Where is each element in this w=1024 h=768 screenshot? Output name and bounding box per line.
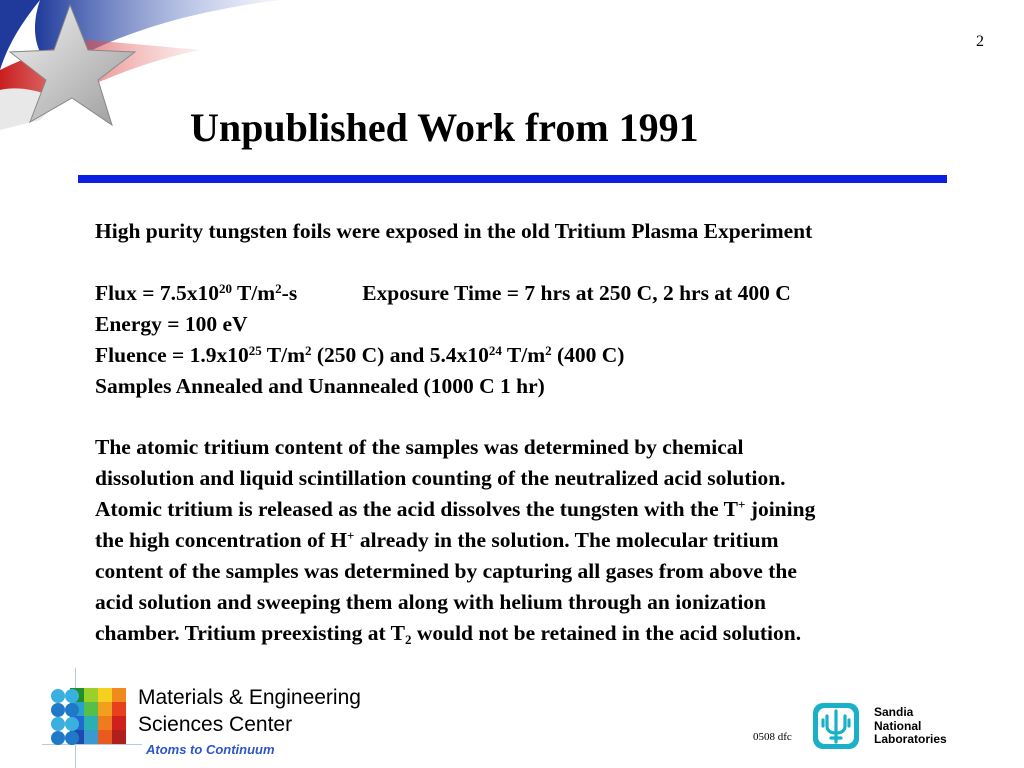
mesc-name-line1: Materials & Engineering <box>138 686 361 709</box>
sandia-word: National <box>874 718 922 733</box>
method-line: the high concentration of H+ already in the solution. The molecular tritium <box>95 528 779 552</box>
method-line: Atomic tritium is released as the acid dissolves the tungsten with the T+ joining <box>95 497 816 521</box>
intro-paragraph: High purity tungsten foils were exposed in the old Tritium Plasma Experiment <box>95 219 813 243</box>
method-line: acid solution and sweeping them along with helium through an ionization <box>95 590 767 614</box>
sandia-word: Laboratories <box>874 732 947 746</box>
experiment-parameters <box>95 278 791 402</box>
method-line: chamber. Tritium preexisting at $T_2$ would not be retained in the acid solution. <box>95 621 802 647</box>
method-paragraph <box>95 432 815 649</box>
thunderbird-logo-icon <box>812 702 860 750</box>
title-divider <box>78 175 947 183</box>
mesc-name-line2: Sciences Center <box>138 713 293 736</box>
method-line: dissolution and liquid scintillation counting of the neutralized acid solution. <box>95 466 786 490</box>
slide-title: Unpublished Work from 1991 <box>190 105 699 150</box>
fluence-line: Fluence = $1.9x10^{25}$ $T/m^2$ (250 C) and $5.4x10^{24}$ $T/m^2$ (400 C) <box>95 343 625 367</box>
flux-line: Flux = $7.5x10^{20}$ $T/m^2-s$ Exposure Time = 7 hrs at 250 C, 2 hrs at 400 C <box>95 281 791 305</box>
page-number: 2 <box>976 33 984 50</box>
sandia-wordmark <box>874 706 947 747</box>
exposure-time: Exposure Time = 7 hrs at 250 C, 2 hrs at 400 C <box>362 281 791 305</box>
mesc-logo-icon <box>48 686 128 748</box>
document-code: 0508 dfc <box>753 731 792 743</box>
method-line: content of the samples was determined by capturing all gases from above the <box>95 559 797 583</box>
samples-line: Samples Annealed and Unannealed (1000 C 1 hr) <box>95 374 545 398</box>
energy-line: Energy = 100 eV <box>95 312 248 336</box>
sandia-word: Sandia <box>874 705 914 719</box>
method-line: The atomic tritium content of the samples was determined by chemical <box>95 435 744 459</box>
mesc-tagline: Atoms to Continuum <box>146 742 275 757</box>
